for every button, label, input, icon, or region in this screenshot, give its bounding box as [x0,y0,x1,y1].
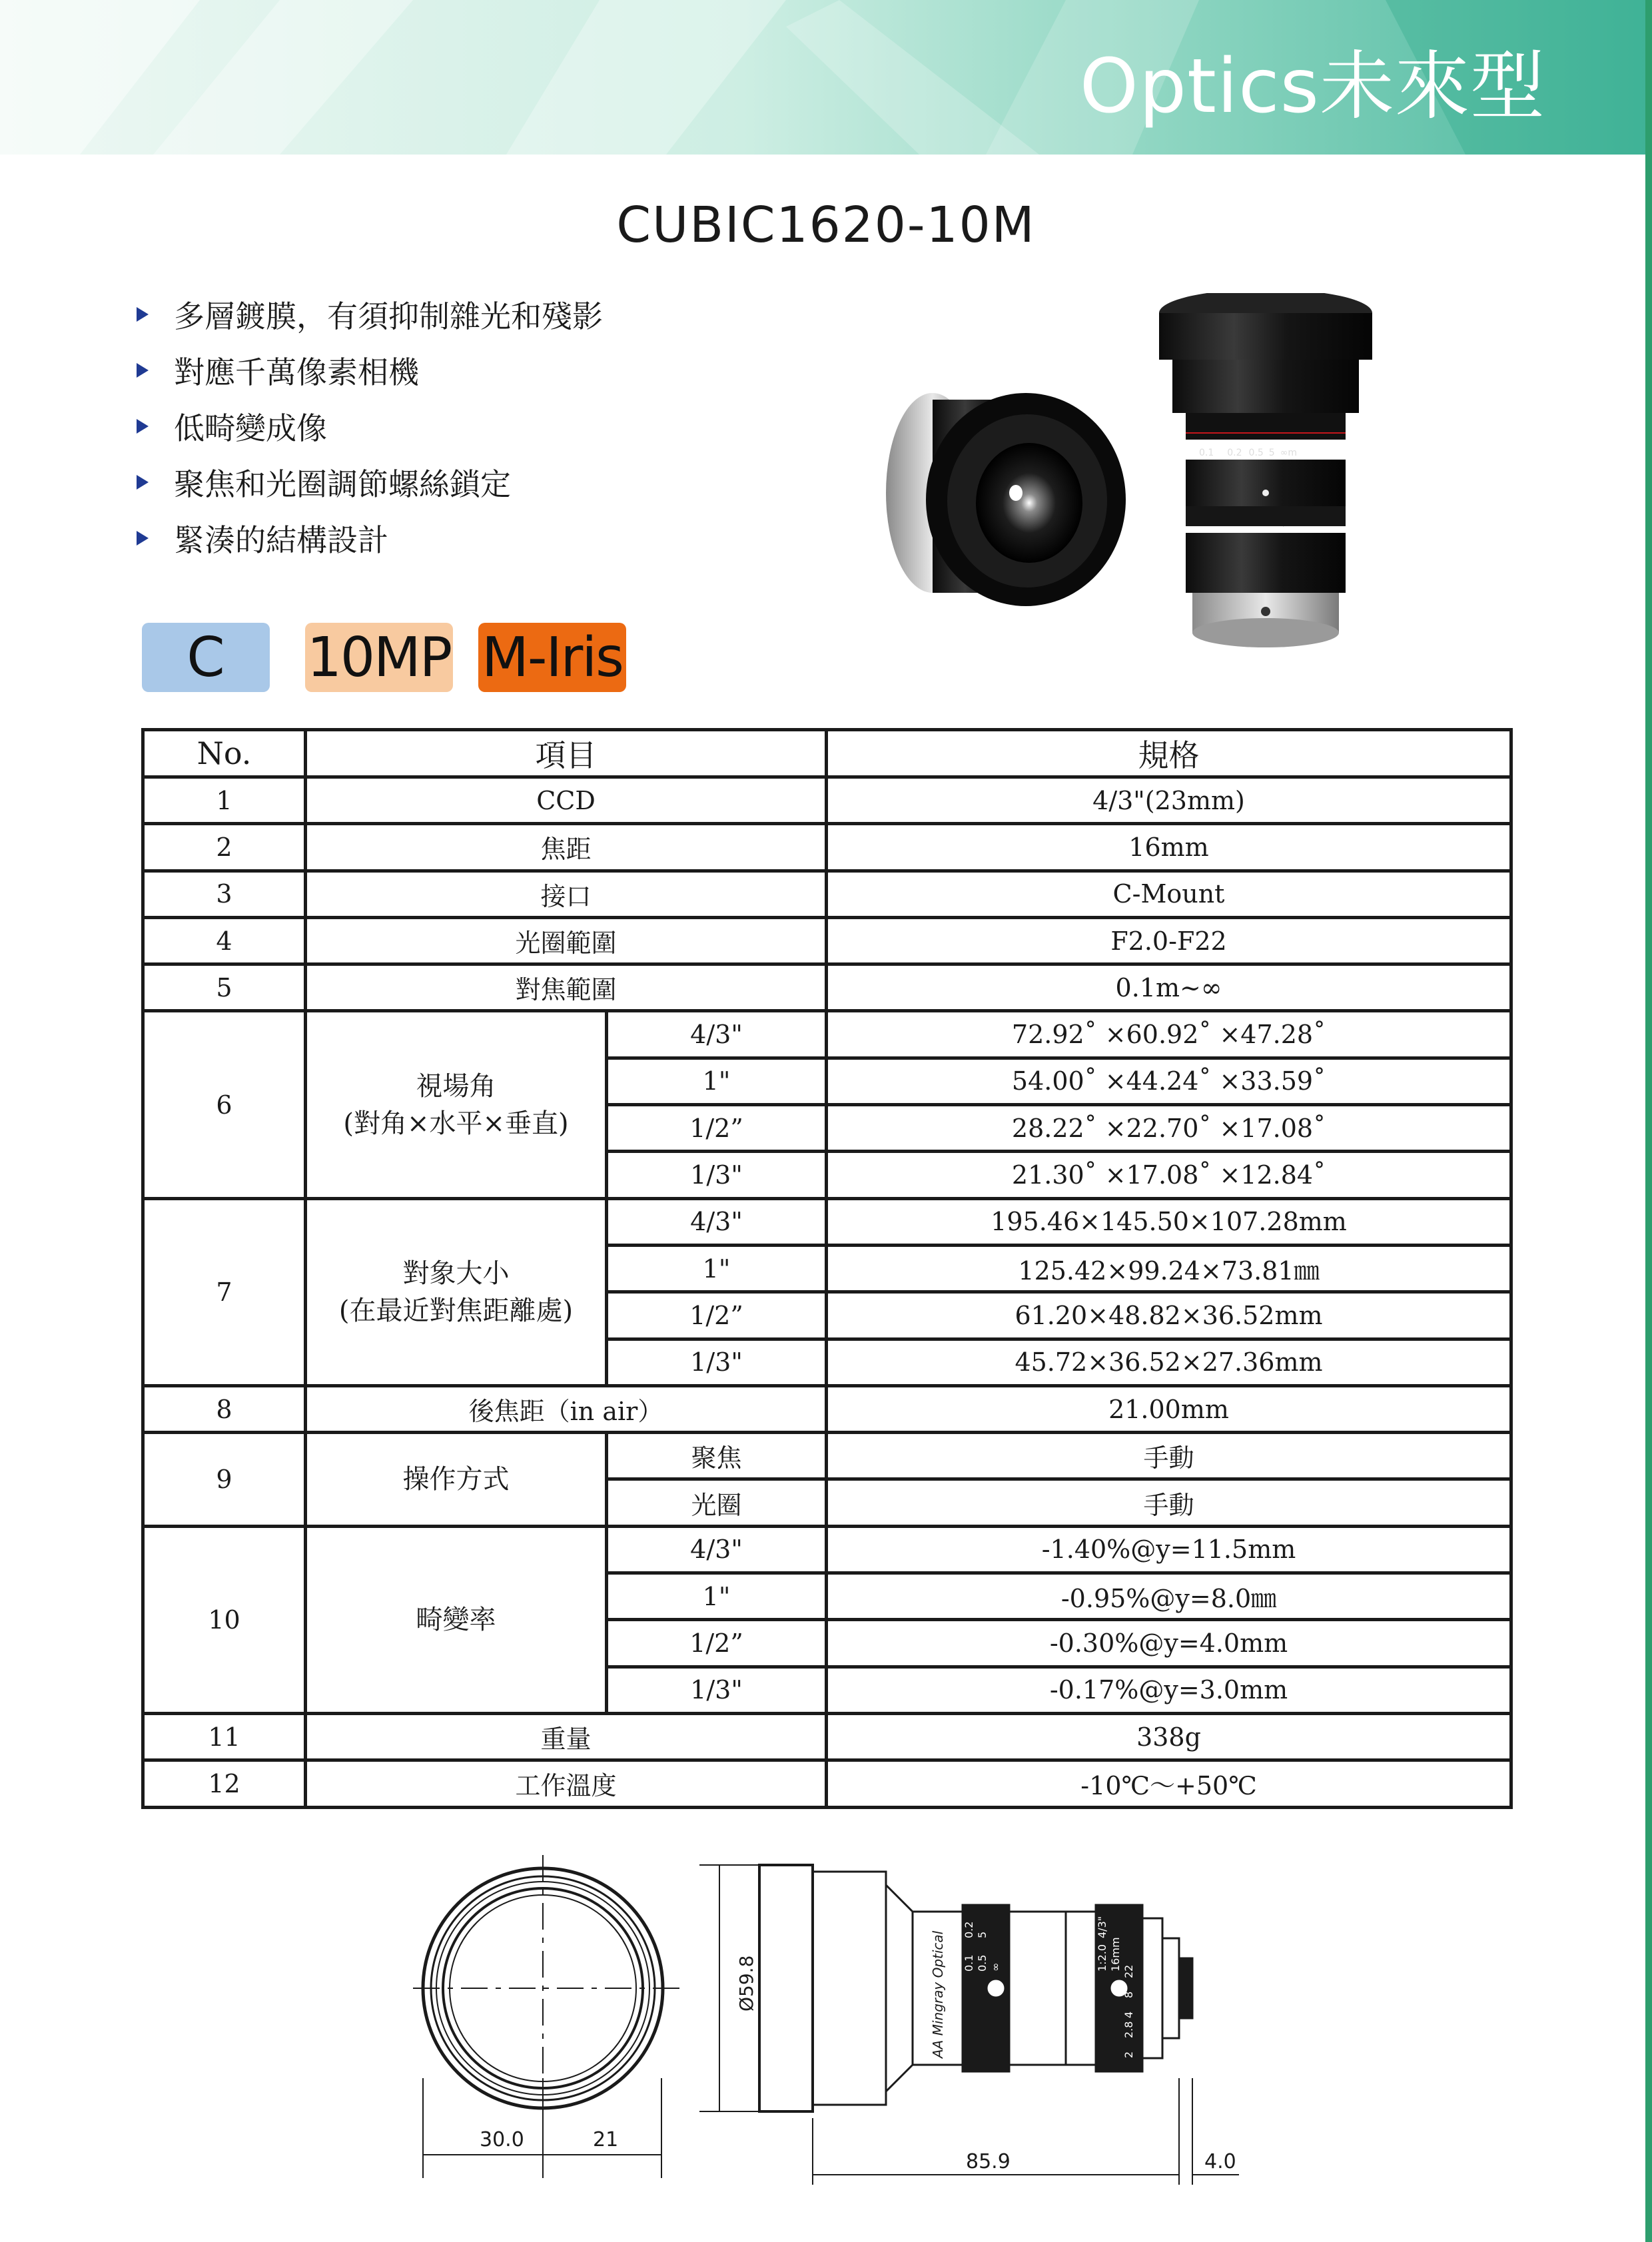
row-item: 接口 [306,871,827,917]
sub-format: 1/2” [607,1620,827,1667]
feature-text: 多層鍍膜，有須抑制雜光和殘影 [174,298,603,334]
sub-value: 54.00˚ ×44.24˚ ×33.59˚ [827,1058,1511,1104]
sub-value: 45.72×36.52×27.36mm [827,1339,1511,1385]
length-dim: 85.9 [966,2150,1011,2173]
sub-format: 1/2” [607,1292,827,1339]
feature-item [137,454,603,510]
sub-value: -0.30%@y=4.0mm [827,1620,1511,1667]
sub-format: 4/3" [607,1011,827,1058]
row-value: 0.1m~∞ [827,964,1511,1011]
feature-text: 對應千萬像素相機 [174,354,419,390]
front-dim-right: 21 [593,2128,619,2151]
row-no: 4 [143,917,306,964]
sub-format: 4/3" [607,1198,827,1245]
svg-text:4/3": 4/3" [1096,1916,1108,1938]
row-item-line2: (在最近對焦距離處) [338,1295,574,1326]
row-item: CCD [306,777,827,824]
row-value: C-Mount [827,871,1511,917]
row-value: F2.0-F22 [827,917,1511,964]
iris-tag: M-Iris [478,623,626,692]
flange-dim: 4.0 [1204,2150,1236,2173]
row-item [306,1198,607,1385]
header-banner [0,0,1652,155]
bullet-triangle-icon [137,307,149,322]
row-item: 操作方式 [306,1433,607,1527]
svg-text:0.5: 0.5 [976,1954,989,1972]
bullet-triangle-icon [137,531,149,546]
feature-text: 聚焦和光圈調節螺絲鎖定 [174,466,511,502]
drawing-brand-mark: AA Mingray Optical [930,1930,946,2058]
feature-item [137,342,603,398]
svg-text:4: 4 [1122,2011,1135,2018]
row-value: 4/3"(23mm) [827,777,1511,824]
table-row [143,1760,1511,1807]
sub-value: 72.92˚ ×60.92˚ ×47.28˚ [827,1011,1511,1058]
feature-item [137,510,603,566]
sub-value: 手動 [827,1433,1511,1479]
row-item: 重量 [306,1713,827,1760]
row-value: 16mm [827,824,1511,871]
sub-format: 1/3" [607,1667,827,1713]
svg-text:5: 5 [976,1931,989,1938]
header-item: 項目 [306,730,827,777]
sub-format: 1/2” [607,1105,827,1152]
feature-text: 低畸變成像 [174,410,327,446]
table-row [143,871,1511,917]
bullet-triangle-icon [137,475,149,490]
sub-format: 1/3" [607,1339,827,1385]
page-edge-stripe [1645,0,1652,2242]
row-no: 2 [143,824,306,871]
svg-text:0.1: 0.1 [963,1954,975,1972]
sub-value: 手動 [827,1479,1511,1526]
spec-table [141,728,1513,1809]
sub-format: 4/3" [607,1526,827,1573]
sub-format: 1/3" [607,1152,827,1198]
sub-format: 1" [607,1573,827,1620]
row-no: 3 [143,871,306,917]
bullet-triangle-icon [137,363,149,378]
resolution-tag: 10MP [305,623,453,692]
table-row [143,1011,1511,1058]
table-header-row [143,730,1511,777]
feature-item [137,286,603,342]
table-row [143,917,1511,964]
sub-value: 61.20×48.82×36.52mm [827,1292,1511,1339]
svg-text:1:2.0: 1:2.0 [1096,1944,1108,1972]
table-row [143,964,1511,1011]
svg-text:16mm: 16mm [1109,1937,1122,1972]
row-item-line1: 對象大小 [402,1258,510,1289]
sub-value: -1.40%@y=11.5mm [827,1526,1511,1573]
row-item: 對焦範圍 [306,964,827,1011]
table-row [143,1198,1511,1245]
feature-text: 緊湊的結構設計 [174,522,388,558]
row-no: 8 [143,1385,306,1432]
row-no: 11 [143,1713,306,1760]
row-no: 9 [143,1433,306,1527]
sub-format: 聚焦 [607,1433,827,1479]
product-model-title: CUBIC1620-10M [616,196,1036,254]
diameter-dim: Ø59.8 [735,1955,757,2012]
table-row [143,1385,1511,1432]
mount-tag: C [142,623,270,692]
row-no: 12 [143,1760,306,1807]
table-row [143,824,1511,871]
row-item: 工作溫度 [306,1760,827,1807]
sub-value: 21.30˚ ×17.08˚ ×12.84˚ [827,1152,1511,1198]
feature-list [137,286,603,566]
table-row [143,777,1511,824]
product-photo [853,293,1386,693]
table-row [143,1433,1511,1479]
row-item [306,1011,607,1198]
row-item: 畸變率 [306,1526,607,1713]
header-spec: 規格 [827,730,1511,777]
row-item: 光圈範圍 [306,917,827,964]
row-no: 6 [143,1011,306,1198]
sub-value: 195.46×145.50×107.28mm [827,1198,1511,1245]
sub-value: 28.22˚ ×22.70˚ ×17.08˚ [827,1105,1511,1152]
technical-drawings [400,1838,1266,2185]
front-view-drawing [413,1855,679,2178]
lens-standing [1159,293,1372,647]
svg-text:2: 2 [1122,2051,1135,2058]
sub-format: 光圈 [607,1479,827,1526]
sub-value: -0.95%@y=8.0㎜ [827,1573,1511,1620]
front-dim-left: 30.0 [480,2128,524,2151]
sub-value: -0.17%@y=3.0mm [827,1667,1511,1713]
row-item: 後焦距（in air） [306,1385,827,1432]
row-no: 7 [143,1198,306,1385]
row-item: 焦距 [306,824,827,871]
row-item-line1: 視場角 [416,1070,496,1102]
row-value: 21.00mm [827,1385,1511,1432]
svg-text:22: 22 [1122,1964,1135,1978]
row-no: 10 [143,1526,306,1713]
feature-item [137,398,603,454]
svg-text:∞: ∞ [989,1962,1002,1972]
lens-lying [886,393,1126,606]
sub-value: 125.42×99.24×73.81㎜ [827,1245,1511,1292]
ring-distance-scale: 0.1 0.2 0.5 5 ∞m [1199,448,1298,458]
bullet-triangle-icon [137,419,149,434]
row-no: 5 [143,964,306,1011]
sub-format: 1" [607,1245,827,1292]
svg-text:2.8: 2.8 [1122,2021,1135,2038]
svg-text:0.2: 0.2 [963,1921,975,1938]
row-value: -10℃～+50℃ [827,1760,1511,1807]
side-view-drawing [699,1865,1239,2185]
svg-text:8: 8 [1122,1991,1135,1998]
brand-title: Optics未來型 [1079,43,1545,130]
table-row [143,1713,1511,1760]
row-value: 338g [827,1713,1511,1760]
header-no: No. [143,730,306,777]
table-row [143,1526,1511,1573]
row-item-line2: (對角×水平×垂直) [343,1108,569,1139]
row-no: 1 [143,777,306,824]
sub-format: 1" [607,1058,827,1104]
